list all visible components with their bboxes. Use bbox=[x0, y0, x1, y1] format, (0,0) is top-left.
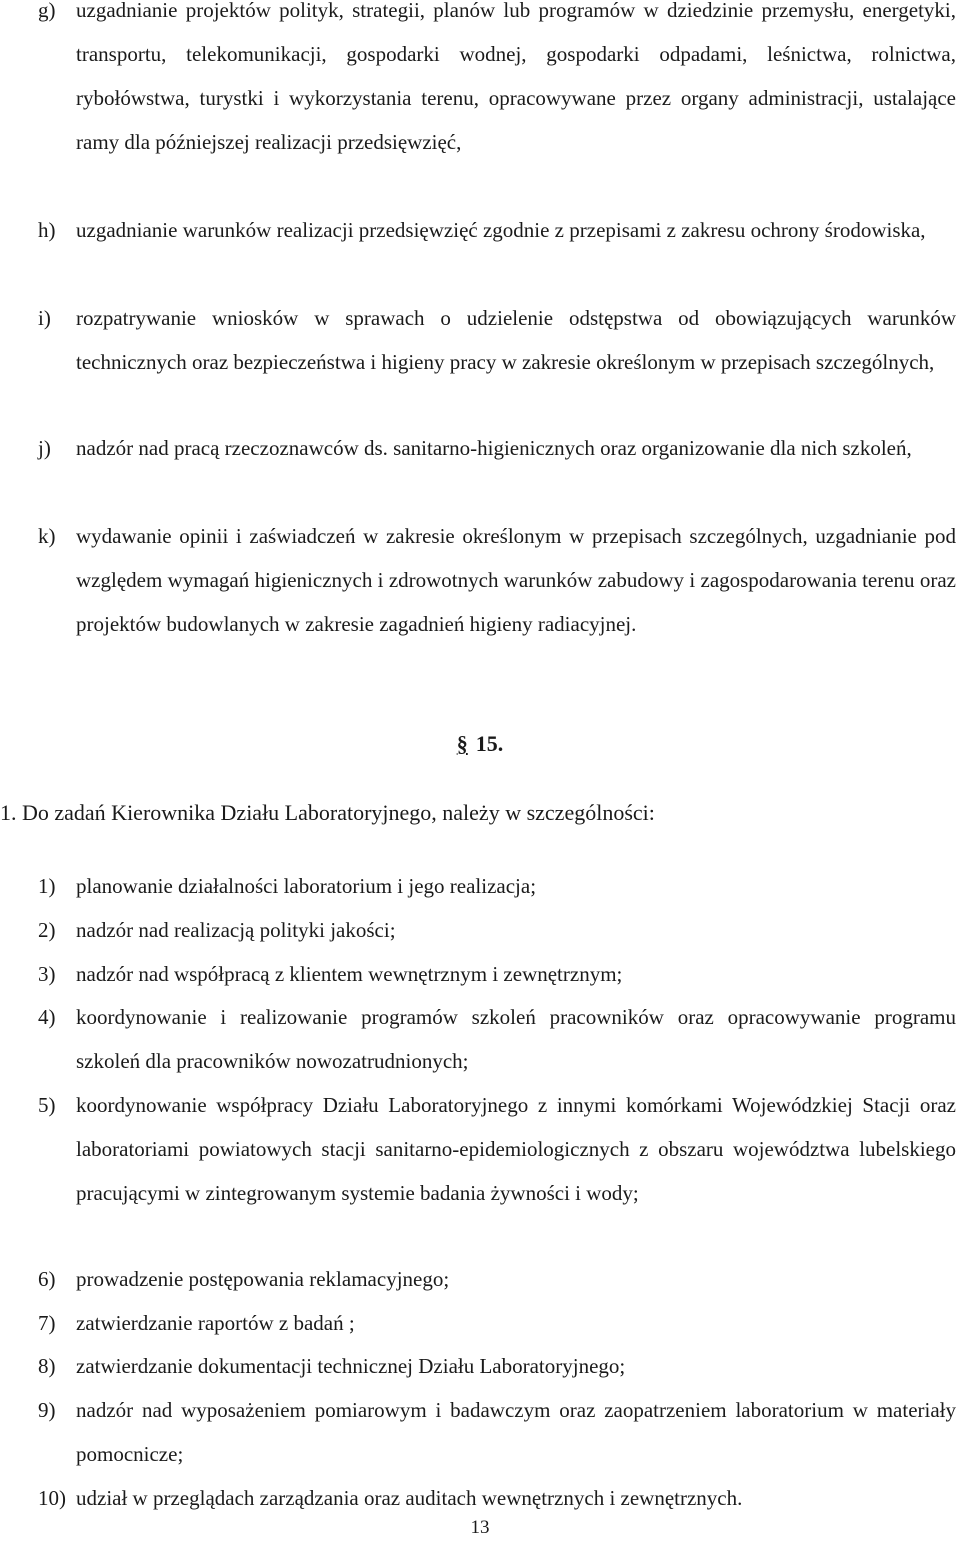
list-item-text: uzgadnianie projektów polityk, strategii, planów lub programów w dziedzinie przemysłu, energetyki, transportu, telekomunikacji, gospodarki wodnej, gospodarki odpadami, leśnictwa, rolnictwa, rybołówstwa, turystki i wykorzystania terenu, opracowywane przez organy administracji, ustalające ramy dla późniejszej realizacji przedsięwzięć, bbox=[76, 0, 956, 154]
section-intro: 1. Do zadań Kierownika Działu Laboratoryjnego, należy w szczególności: bbox=[0, 800, 655, 825]
task-marker: 8) bbox=[38, 1354, 56, 1378]
task-text: nadzór nad wyposażeniem pomiarowym i badawczym oraz zaopatrzeniem laboratorium w materiały pomocnicze; bbox=[76, 1398, 956, 1466]
task-text: zatwierdzanie raportów z badań ; bbox=[76, 1311, 355, 1335]
task-item-1 bbox=[38, 864, 956, 908]
list-item-j bbox=[38, 426, 956, 470]
task-marker: 4) bbox=[38, 1005, 56, 1029]
list-item-text: wydawanie opinii i zaświadczeń w zakresie określonym w przepisach szczególnych, uzgadnianie pod względem wymagań higienicznych i zdrowotnych warunków zabudowy i zagospodarowania terenu oraz projektów budowlanych w zakresie zagadnień higieny radiacyjnej. bbox=[76, 524, 956, 636]
task-item-8 bbox=[38, 1344, 956, 1388]
task-marker: 7) bbox=[38, 1311, 56, 1335]
list-item-text: rozpatrywanie wniosków w sprawach o udzielenie odstępstwa od obowiązujących warunków technicznych oraz bezpieczeństwa i higieny pracy w zakresie określonym w przepisach szczególnych, bbox=[76, 306, 956, 374]
task-marker: 5) bbox=[38, 1093, 56, 1117]
task-item-10 bbox=[38, 1476, 956, 1520]
page-number: 13 bbox=[470, 1517, 490, 1538]
task-marker: 9) bbox=[38, 1398, 56, 1422]
list-marker: i) bbox=[38, 306, 51, 330]
list-item-h bbox=[38, 208, 956, 252]
paragraph-sign: § bbox=[456, 731, 468, 756]
task-text: koordynowanie i realizowanie programów szkoleń pracowników oraz opracowywanie programu szkoleń dla pracowników nowozatrudnionych; bbox=[76, 1005, 956, 1073]
list-item-text: uzgadnianie warunków realizacji przedsięwzięć zgodnie z przepisami z zakresu ochrony środowiska, bbox=[76, 218, 926, 242]
list-marker: j) bbox=[38, 436, 51, 460]
task-text: udział w przeglądach zarządzania oraz auditach wewnętrznych i zewnętrznych. bbox=[76, 1486, 743, 1510]
list-marker: k) bbox=[38, 524, 56, 548]
list-item-text: nadzór nad pracą rzeczoznawców ds. sanitarno-higienicznych oraz organizowanie dla nich szkoleń, bbox=[76, 436, 912, 460]
task-marker: 6) bbox=[38, 1267, 56, 1291]
task-marker: 1) bbox=[38, 874, 56, 898]
list-marker: h) bbox=[38, 218, 56, 242]
task-text: prowadzenie postępowania reklamacyjnego; bbox=[76, 1267, 450, 1291]
section-number: 15. bbox=[475, 731, 504, 756]
task-item-7 bbox=[38, 1301, 956, 1345]
task-item-9 bbox=[38, 1388, 956, 1476]
task-text: nadzór nad realizacją polityki jakości; bbox=[76, 918, 396, 942]
task-text: koordynowanie współpracy Działu Laboratoryjnego z innymi komórkami Wojewódzkiej Stacji oraz laboratoriami powiatowych stacji sanitarno-epidemiologicznych z obszaru województwa lubelskiego pracującymi w zintegrowanym systemie badania żywności i wody; bbox=[76, 1093, 956, 1205]
task-item-3 bbox=[38, 952, 956, 996]
list-item-k bbox=[38, 514, 956, 646]
task-text: nadzór nad współpracą z klientem wewnętrznym i zewnętrznym; bbox=[76, 962, 623, 986]
list-item-g bbox=[38, 0, 956, 164]
task-marker: 10) bbox=[38, 1486, 66, 1510]
list-item-i bbox=[38, 296, 956, 384]
task-item-4 bbox=[38, 995, 956, 1083]
task-text: planowanie działalności laboratorium i jego realizacja; bbox=[76, 874, 537, 898]
task-marker: 3) bbox=[38, 962, 56, 986]
section-heading bbox=[0, 724, 960, 764]
task-text: zatwierdzanie dokumentacji technicznej Działu Laboratoryjnego; bbox=[76, 1354, 626, 1378]
task-item-2 bbox=[38, 908, 956, 952]
task-item-6 bbox=[38, 1257, 956, 1301]
task-marker: 2) bbox=[38, 918, 56, 942]
task-item-5 bbox=[38, 1083, 956, 1215]
list-marker: g) bbox=[38, 0, 56, 22]
